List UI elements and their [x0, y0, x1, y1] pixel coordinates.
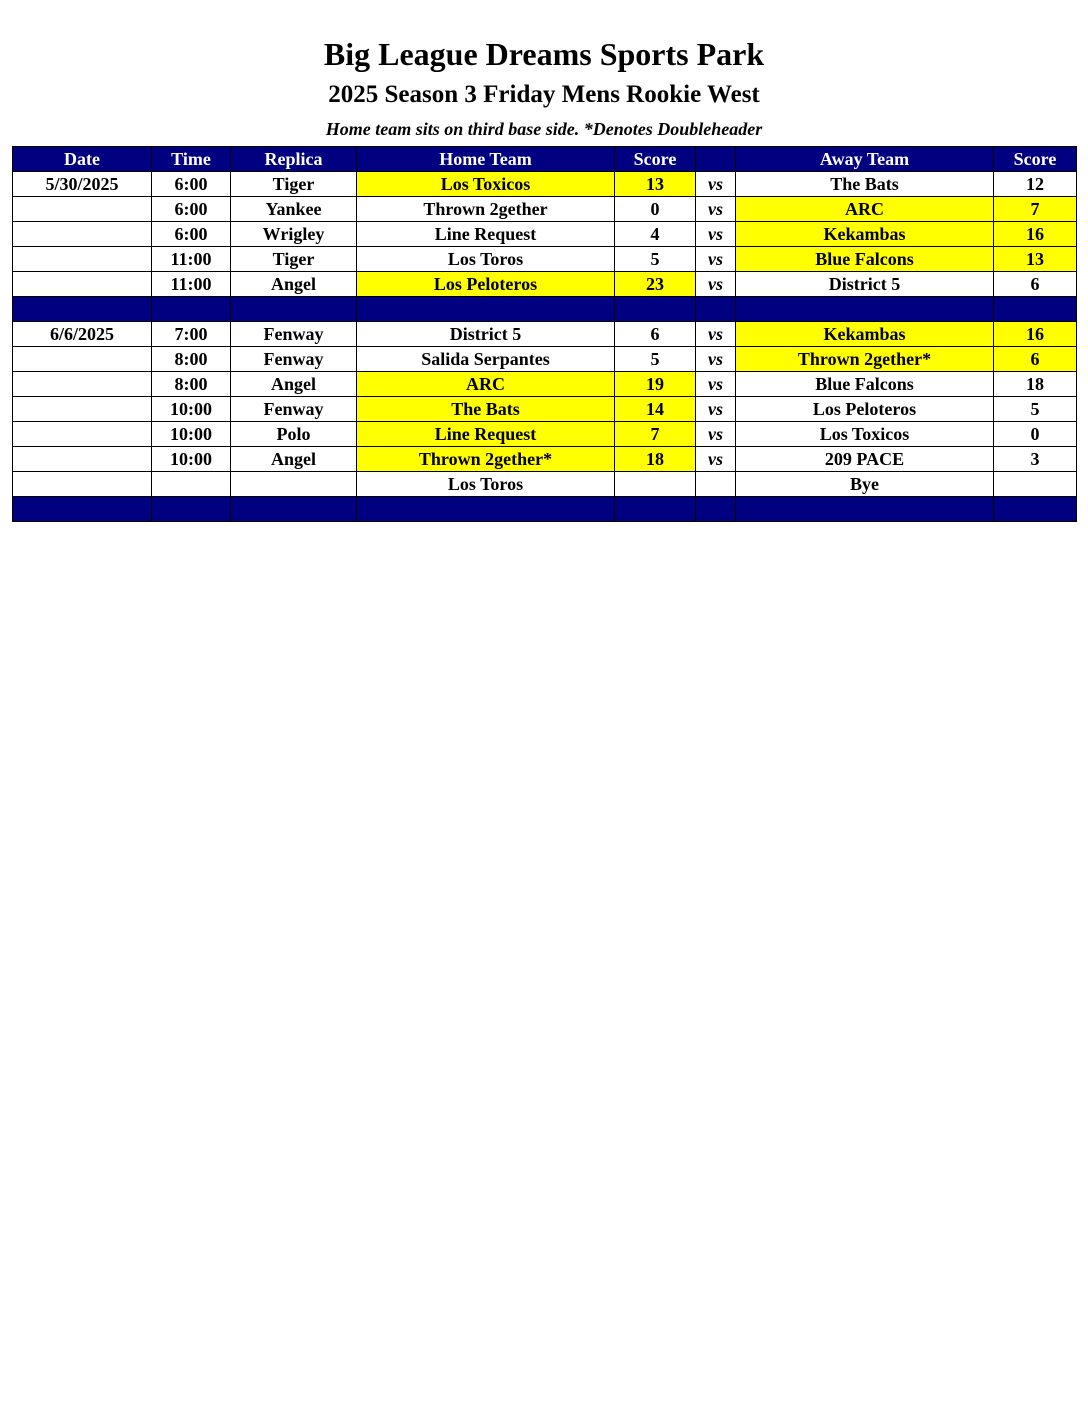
- cell-time: 10:00: [152, 422, 231, 447]
- cell-away-team: 209 PACE: [736, 447, 994, 472]
- cell-away-team: Bye: [736, 472, 994, 497]
- game-row: [13, 197, 1077, 222]
- cell-away-team: Kekambas: [736, 322, 994, 347]
- cell-home-score: 5: [615, 347, 696, 372]
- cell-replica: Tiger: [231, 247, 357, 272]
- cell-away-team: Los Toxicos: [736, 422, 994, 447]
- cell-home-score: 5: [615, 247, 696, 272]
- page-subtitle: 2025 Season 3 Friday Mens Rookie West: [328, 81, 760, 108]
- cell-vs: vs: [696, 222, 736, 247]
- cell-home-score: [615, 472, 696, 497]
- game-row: [13, 272, 1077, 297]
- cell-away-score: 16: [994, 322, 1077, 347]
- game-row: [13, 222, 1077, 247]
- schedule-body: [13, 172, 1077, 522]
- cell-replica: Yankee: [231, 197, 357, 222]
- cell-date: [13, 272, 152, 297]
- column-header-vs: [696, 147, 736, 172]
- game-row: [13, 322, 1077, 347]
- cell-replica: Polo: [231, 422, 357, 447]
- cell-home-team: Los Toxicos: [357, 172, 615, 197]
- separator-cell: [615, 497, 696, 522]
- cell-away-score: 18: [994, 372, 1077, 397]
- cell-away-score: 6: [994, 272, 1077, 297]
- cell-date: 6/6/2025: [13, 322, 152, 347]
- cell-away-score: 13: [994, 247, 1077, 272]
- cell-home-team: District 5: [357, 322, 615, 347]
- cell-away-score: 7: [994, 197, 1077, 222]
- cell-time: 11:00: [152, 272, 231, 297]
- cell-time: 10:00: [152, 447, 231, 472]
- separator-cell: [615, 297, 696, 322]
- cell-home-score: 4: [615, 222, 696, 247]
- cell-vs: vs: [696, 172, 736, 197]
- column-header-replica: Replica: [231, 147, 357, 172]
- cell-away-team: Los Peloteros: [736, 397, 994, 422]
- cell-date: [13, 472, 152, 497]
- column-header-away-team: Away Team: [736, 147, 994, 172]
- cell-home-team: Line Request: [357, 422, 615, 447]
- cell-away-score: 5: [994, 397, 1077, 422]
- separator-cell: [152, 497, 231, 522]
- cell-away-team: Kekambas: [736, 222, 994, 247]
- column-header-away-score: Score: [994, 147, 1077, 172]
- cell-home-team: Thrown 2gether: [357, 197, 615, 222]
- cell-home-team: Thrown 2gether*: [357, 447, 615, 472]
- cell-home-score: 14: [615, 397, 696, 422]
- cell-home-team: ARC: [357, 372, 615, 397]
- cell-home-team: The Bats: [357, 397, 615, 422]
- cell-replica: Fenway: [231, 347, 357, 372]
- separator-cell: [152, 297, 231, 322]
- separator-cell: [357, 497, 615, 522]
- separator-cell: [357, 297, 615, 322]
- cell-time: 8:00: [152, 372, 231, 397]
- game-row: [13, 472, 1077, 497]
- column-header-date: Date: [13, 147, 152, 172]
- cell-vs: vs: [696, 322, 736, 347]
- cell-date: [13, 372, 152, 397]
- page-title: Big League Dreams Sports Park: [323, 36, 765, 72]
- cell-home-score: 13: [615, 172, 696, 197]
- separator-cell: [994, 297, 1077, 322]
- column-header-time: Time: [152, 147, 231, 172]
- cell-away-team: ARC: [736, 197, 994, 222]
- cell-date: 5/30/2025: [13, 172, 152, 197]
- game-row: [13, 447, 1077, 472]
- cell-away-score: [994, 472, 1077, 497]
- cell-replica: Angel: [231, 447, 357, 472]
- cell-away-team: Blue Falcons: [736, 372, 994, 397]
- cell-vs: vs: [696, 347, 736, 372]
- separator-cell: [696, 297, 736, 322]
- cell-home-team: Los Toros: [357, 247, 615, 272]
- cell-away-score: 16: [994, 222, 1077, 247]
- cell-replica: Wrigley: [231, 222, 357, 247]
- cell-date: [13, 422, 152, 447]
- cell-away-team: Blue Falcons: [736, 247, 994, 272]
- cell-vs: vs: [696, 272, 736, 297]
- cell-time: 6:00: [152, 172, 231, 197]
- column-header-home-team: Home Team: [357, 147, 615, 172]
- game-row: [13, 247, 1077, 272]
- cell-time: 6:00: [152, 197, 231, 222]
- cell-vs: vs: [696, 197, 736, 222]
- cell-home-score: 23: [615, 272, 696, 297]
- cell-vs: vs: [696, 247, 736, 272]
- cell-replica: [231, 472, 357, 497]
- cell-home-score: 7: [615, 422, 696, 447]
- cell-home-score: 6: [615, 322, 696, 347]
- cell-time: 11:00: [152, 247, 231, 272]
- cell-away-team: Thrown 2gether*: [736, 347, 994, 372]
- cell-home-score: 0: [615, 197, 696, 222]
- cell-home-team: Los Toros: [357, 472, 615, 497]
- separator-row: [13, 497, 1077, 522]
- game-row: [13, 397, 1077, 422]
- cell-vs: vs: [696, 372, 736, 397]
- cell-away-score: 0: [994, 422, 1077, 447]
- cell-home-score: 19: [615, 372, 696, 397]
- cell-home-team: Los Peloteros: [357, 272, 615, 297]
- separator-cell: [13, 297, 152, 322]
- schedule-table: [12, 146, 1077, 522]
- cell-time: 7:00: [152, 322, 231, 347]
- doubleheader-note: Home team sits on third base side. *Denotes Doubleheader: [325, 119, 763, 139]
- cell-vs: vs: [696, 447, 736, 472]
- cell-home-team: Line Request: [357, 222, 615, 247]
- game-row: [13, 422, 1077, 447]
- cell-time: 8:00: [152, 347, 231, 372]
- column-header-home-score: Score: [615, 147, 696, 172]
- cell-time: 6:00: [152, 222, 231, 247]
- game-row: [13, 347, 1077, 372]
- separator-cell: [736, 297, 994, 322]
- cell-replica: Fenway: [231, 322, 357, 347]
- cell-away-score: 12: [994, 172, 1077, 197]
- separator-cell: [736, 497, 994, 522]
- separator-cell: [994, 497, 1077, 522]
- game-row: [13, 372, 1077, 397]
- separator-cell: [231, 297, 357, 322]
- cell-home-team: Salida Serpantes: [357, 347, 615, 372]
- separator-cell: [231, 497, 357, 522]
- cell-vs: vs: [696, 397, 736, 422]
- header-row: [13, 147, 1077, 172]
- game-row: [13, 172, 1077, 197]
- separator-cell: [696, 497, 736, 522]
- cell-replica: Fenway: [231, 397, 357, 422]
- cell-replica: Angel: [231, 272, 357, 297]
- cell-date: [13, 247, 152, 272]
- cell-date: [13, 347, 152, 372]
- cell-replica: Angel: [231, 372, 357, 397]
- cell-time: [152, 472, 231, 497]
- cell-time: 10:00: [152, 397, 231, 422]
- cell-date: [13, 197, 152, 222]
- cell-vs: vs: [696, 422, 736, 447]
- separator-row: [13, 297, 1077, 322]
- cell-away-team: District 5: [736, 272, 994, 297]
- separator-cell: [13, 497, 152, 522]
- cell-date: [13, 447, 152, 472]
- cell-date: [13, 222, 152, 247]
- cell-vs: [696, 472, 736, 497]
- cell-replica: Tiger: [231, 172, 357, 197]
- cell-date: [13, 397, 152, 422]
- cell-away-score: 3: [994, 447, 1077, 472]
- cell-home-score: 18: [615, 447, 696, 472]
- cell-away-team: The Bats: [736, 172, 994, 197]
- cell-away-score: 6: [994, 347, 1077, 372]
